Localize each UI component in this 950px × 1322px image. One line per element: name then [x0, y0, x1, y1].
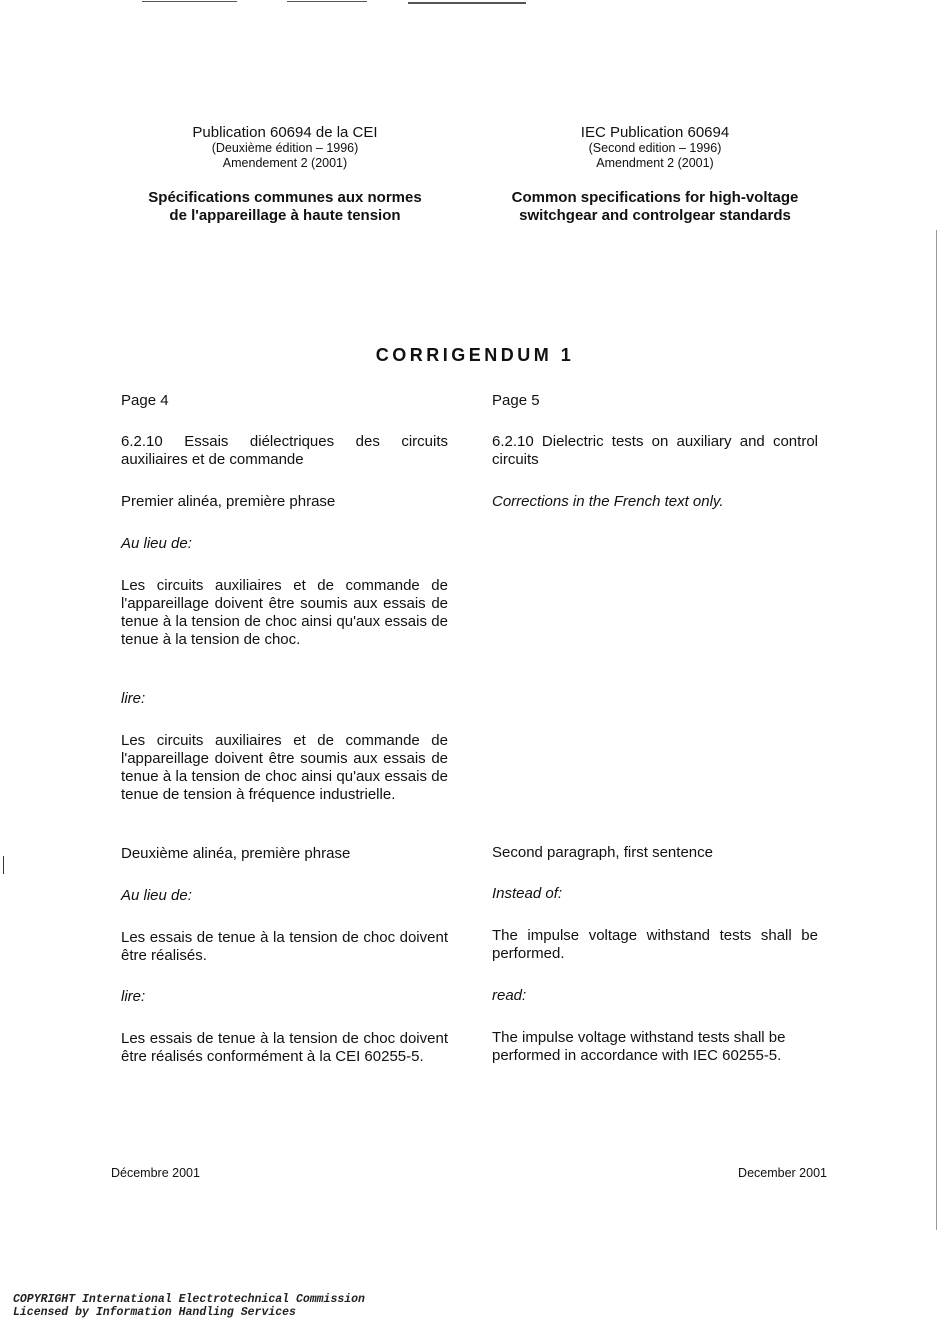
copyright-notice	[13, 1293, 365, 1319]
scan-edge-line	[936, 230, 937, 1230]
en-old-text: The impulse voltage withstand tests shall be performed.	[492, 927, 818, 962]
title-fr-line2: de l'appareillage à haute tension	[169, 207, 401, 224]
fr-page-ref: Page 4	[121, 392, 169, 409]
fr-old-text-1: Les circuits auxiliaires et de commande de l'appareillage doivent être soumis aux essais de tenue à la tension de choc ainsi qu'aux essais de tenue à la tension de choc.	[121, 577, 448, 648]
en-page-ref: Page 5	[492, 392, 540, 409]
edition-fr: (Deuxième édition – 1996)	[211, 141, 359, 155]
en-corrections-note: Corrections in the French text only.	[492, 493, 724, 510]
en-paragraph2-ref: Second paragraph, first sentence	[492, 844, 713, 861]
header-english	[485, 124, 825, 225]
title-fr	[115, 189, 455, 225]
fr-instead-of-label-1: Au lieu de:	[121, 535, 192, 552]
scan-edge-mark	[3, 856, 4, 874]
scan-artifact-line	[287, 1, 367, 2]
corrigendum-title: CORRIGENDUM 1	[375, 345, 575, 365]
fr-old-text-2: Les essais de tenue à la tension de choc doivent être réalisés.	[121, 929, 448, 964]
fr-read-label-2: lire:	[121, 988, 146, 1005]
title-en	[485, 189, 825, 225]
copyright-line2: Licensed by Information Handling Services	[13, 1306, 296, 1319]
publication-fr: Publication 60694 de la CEI	[192, 124, 378, 141]
edition-en: (Second edition – 1996)	[588, 141, 722, 155]
fr-clause-heading: 6.2.10 Essais diélectriques des circuits auxiliaires et de commande	[121, 433, 448, 468]
fr-read-label-1: lire:	[121, 690, 146, 707]
en-read-label: read:	[492, 987, 527, 1004]
fr-paragraph2-ref: Deuxième alinéa, première phrase	[121, 845, 351, 862]
scan-artifact-line	[408, 2, 526, 4]
fr-paragraph1-ref: Premier alinéa, première phrase	[121, 493, 336, 510]
amendment-en: Amendment 2 (2001)	[596, 156, 714, 170]
fr-instead-of-label-2: Au lieu de:	[121, 887, 192, 904]
footer-date-fr: Décembre 2001	[111, 1166, 200, 1180]
fr-new-text-1: Les circuits auxiliaires et de commande de l'appareillage doivent être soumis aux essais de tenue à la tension de choc ainsi qu'aux essais de tenue de tension à fréquence industrielle.	[121, 732, 448, 803]
title-en-line2: switchgear and controlgear standards	[519, 207, 791, 224]
en-instead-of-label: Instead of:	[492, 885, 563, 902]
title-en-line1: Common specifications for high-voltage	[511, 189, 799, 206]
amendment-fr: Amendement 2 (2001)	[222, 156, 348, 170]
scan-artifact-line	[142, 1, 237, 2]
en-clause-heading: 6.2.10 Dielectric tests on auxiliary and control circuits	[492, 433, 818, 468]
copyright-line1: COPYRIGHT International Electrotechnical Commission	[13, 1293, 365, 1306]
title-fr-line1: Spécifications communes aux normes	[148, 189, 422, 206]
publication-en: IEC Publication 60694	[580, 124, 730, 141]
fr-new-text-2: Les essais de tenue à la tension de choc doivent être réalisés conformément à la CEI 60255-5.	[121, 1030, 448, 1065]
header-french	[115, 124, 455, 225]
footer-date-en: December 2001	[738, 1166, 827, 1180]
en-new-text: The impulse voltage withstand tests shall be performed in accordance with IEC 60255-5.	[492, 1029, 786, 1064]
